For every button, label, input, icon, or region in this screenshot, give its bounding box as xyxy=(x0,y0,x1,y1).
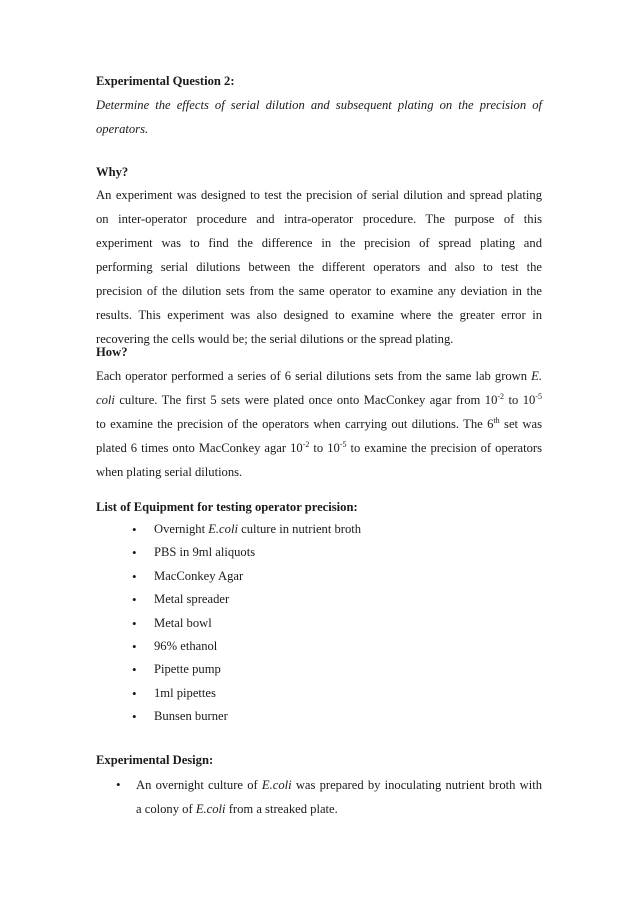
design-list xyxy=(116,773,542,821)
list-item: • 1ml pipettes xyxy=(132,682,361,705)
list-item: • Bunsen burner xyxy=(132,705,361,728)
why-line: results. This experiment was also designed to examine where the greater error in xyxy=(96,308,542,322)
why-line: on inter-operator procedure and intra-operator procedure. The purpose of this xyxy=(96,212,542,226)
why-heading: Why? xyxy=(96,165,129,179)
how-line: Each operator performed a series of 6 serial dilutions sets from the same lab grown E. xyxy=(96,369,542,383)
why-paragraph xyxy=(96,183,542,351)
list-item: • Metal bowl xyxy=(132,612,361,635)
how-paragraph xyxy=(96,364,542,484)
design-heading: Experimental Design: xyxy=(96,753,214,767)
how-line: to examine the precision of the operators when carrying out dilutions. The 6th set was xyxy=(96,416,542,431)
why-line: precision of the dilution sets from the same operator to examine any deviation in the xyxy=(96,284,542,298)
why-line: An experiment was designed to test the precision of serial dilution and spread plating xyxy=(96,188,542,202)
list-item: • Overnight E.coli culture in nutrient broth xyxy=(132,518,361,541)
how-line: when plating serial dilutions. xyxy=(96,465,243,479)
list-item: • MacConkey Agar xyxy=(132,565,361,588)
list-item: • Pipette pump xyxy=(132,658,361,681)
question-subtitle-line-1: Determine the effects of serial dilution and subsequent plating on the precision of xyxy=(96,98,542,112)
why-line: experiment was to find the difference in the precision of spread plating and xyxy=(96,236,542,250)
how-line: plated 6 times onto MacConkey agar $10^{-2}$ to $10^{-5}$ to examine the precision of operators xyxy=(96,440,543,455)
equipment-list xyxy=(132,518,361,729)
list-item: • Metal spreader xyxy=(132,588,361,611)
list-item: • PBS in 9ml aliquots xyxy=(132,541,361,564)
question-heading: Experimental Question 2: xyxy=(96,74,235,88)
list-item: • An overnight culture of E.coli was prepared by inoculating nutrient broth with a colony of E.coli from a streaked plate. xyxy=(116,773,542,821)
why-line: recovering the cells would be; the serial dilutions or the spread plating. xyxy=(96,332,454,346)
why-line: performing serial dilutions between the different operators and also to test the xyxy=(96,260,542,274)
question-subtitle-line-2: operators. xyxy=(96,122,149,136)
list-item: • 96% ethanol xyxy=(132,635,361,658)
how-line: coli culture. The first 5 sets were plated once onto MacConkey agar from $10^{-2}$ to $10^{-5}$ xyxy=(96,392,543,407)
equipment-heading: List of Equipment for testing operator precision: xyxy=(96,500,358,514)
how-heading: How? xyxy=(96,345,128,359)
